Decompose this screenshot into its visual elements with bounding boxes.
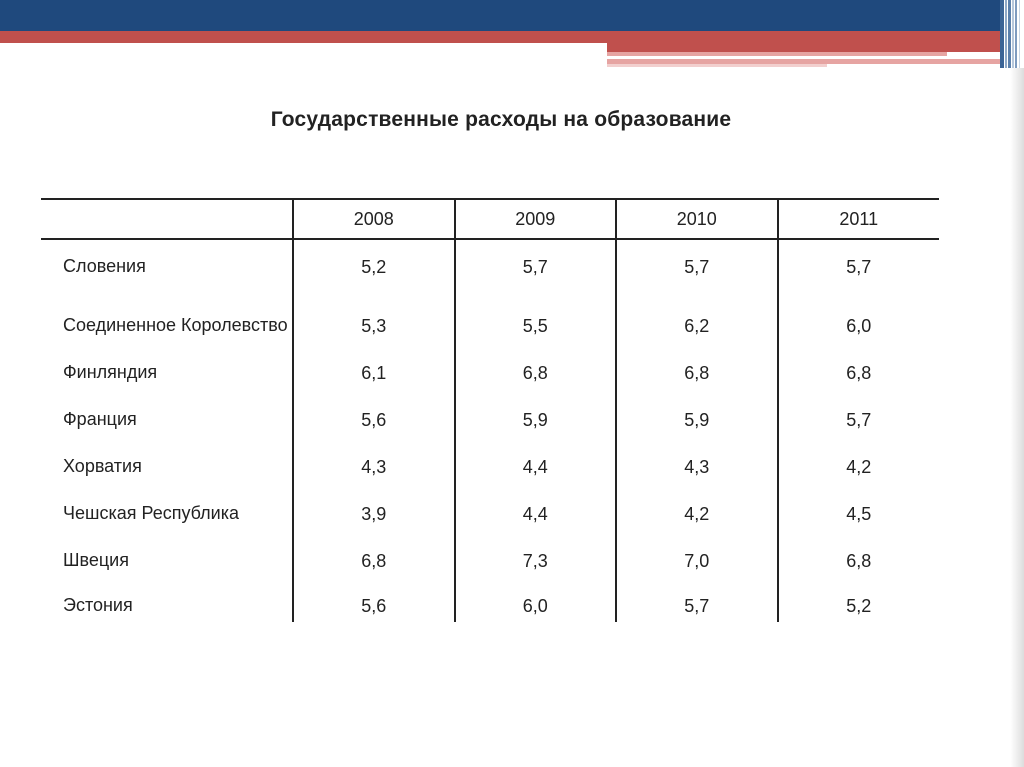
value-cell: 6,8 bbox=[616, 342, 778, 389]
table-row bbox=[41, 530, 939, 577]
slide-edge-shadow bbox=[1010, 68, 1024, 767]
value-cell: 6,0 bbox=[778, 283, 940, 342]
value-cell: 6,8 bbox=[778, 342, 940, 389]
value-cell: 5,7 bbox=[616, 577, 778, 622]
value-cell: 5,2 bbox=[778, 577, 940, 622]
table-row bbox=[41, 389, 939, 436]
value-cell: 5,7 bbox=[778, 389, 940, 436]
header-band-pink bbox=[607, 52, 947, 56]
value-cell: 5,9 bbox=[616, 389, 778, 436]
value-cell: 5,7 bbox=[616, 239, 778, 283]
header-band-pink-light bbox=[607, 64, 827, 67]
table-row bbox=[41, 342, 939, 389]
value-cell: 5,6 bbox=[293, 389, 455, 436]
header-band-red bbox=[0, 31, 1000, 43]
value-cell: 4,3 bbox=[616, 436, 778, 483]
country-cell: Хорватия bbox=[63, 456, 142, 476]
value-cell: 7,3 bbox=[455, 530, 617, 577]
header-band-red-sub bbox=[607, 43, 1000, 52]
value-cell: 5,2 bbox=[293, 239, 455, 283]
year-header: 2011 bbox=[778, 199, 940, 239]
value-cell: 6,0 bbox=[455, 577, 617, 622]
country-cell: Соединенное Королевство bbox=[63, 315, 288, 335]
value-cell: 5,9 bbox=[455, 389, 617, 436]
table-corner-cell bbox=[41, 199, 293, 239]
value-cell: 5,7 bbox=[778, 239, 940, 283]
table-row bbox=[41, 239, 939, 283]
value-cell: 4,4 bbox=[455, 436, 617, 483]
table-header-row bbox=[41, 199, 939, 239]
table-row bbox=[41, 283, 939, 342]
table-row bbox=[41, 483, 939, 530]
value-cell: 4,4 bbox=[455, 483, 617, 530]
header-band-navy bbox=[0, 0, 1000, 31]
table-row bbox=[41, 436, 939, 483]
year-header: 2008 bbox=[293, 199, 455, 239]
value-cell: 3,9 bbox=[293, 483, 455, 530]
country-cell: Словения bbox=[63, 256, 146, 276]
value-cell: 6,8 bbox=[778, 530, 940, 577]
header-stripes bbox=[1000, 0, 1024, 68]
country-cell: Финляндия bbox=[63, 362, 158, 382]
value-cell: 6,1 bbox=[293, 342, 455, 389]
value-cell: 4,3 bbox=[293, 436, 455, 483]
value-cell: 4,2 bbox=[778, 436, 940, 483]
value-cell: 6,8 bbox=[293, 530, 455, 577]
year-header: 2010 bbox=[616, 199, 778, 239]
value-cell: 4,2 bbox=[616, 483, 778, 530]
value-cell: 5,3 bbox=[293, 283, 455, 342]
value-cell: 6,8 bbox=[455, 342, 617, 389]
value-cell: 5,5 bbox=[455, 283, 617, 342]
table-row bbox=[41, 577, 939, 622]
value-cell: 6,2 bbox=[616, 283, 778, 342]
value-cell: 4,5 bbox=[778, 483, 940, 530]
country-cell: Эстония bbox=[63, 595, 133, 615]
value-cell: 5,6 bbox=[293, 577, 455, 622]
value-cell: 5,7 bbox=[455, 239, 617, 283]
slide-title: Государственные расходы на образование bbox=[270, 108, 732, 131]
year-header: 2009 bbox=[455, 199, 617, 239]
value-cell: 7,0 bbox=[616, 530, 778, 577]
education-spending-table bbox=[41, 198, 939, 622]
country-cell: Чешская Республика bbox=[63, 503, 239, 523]
country-cell: Швеция bbox=[63, 550, 129, 570]
country-cell: Франция bbox=[63, 409, 137, 429]
